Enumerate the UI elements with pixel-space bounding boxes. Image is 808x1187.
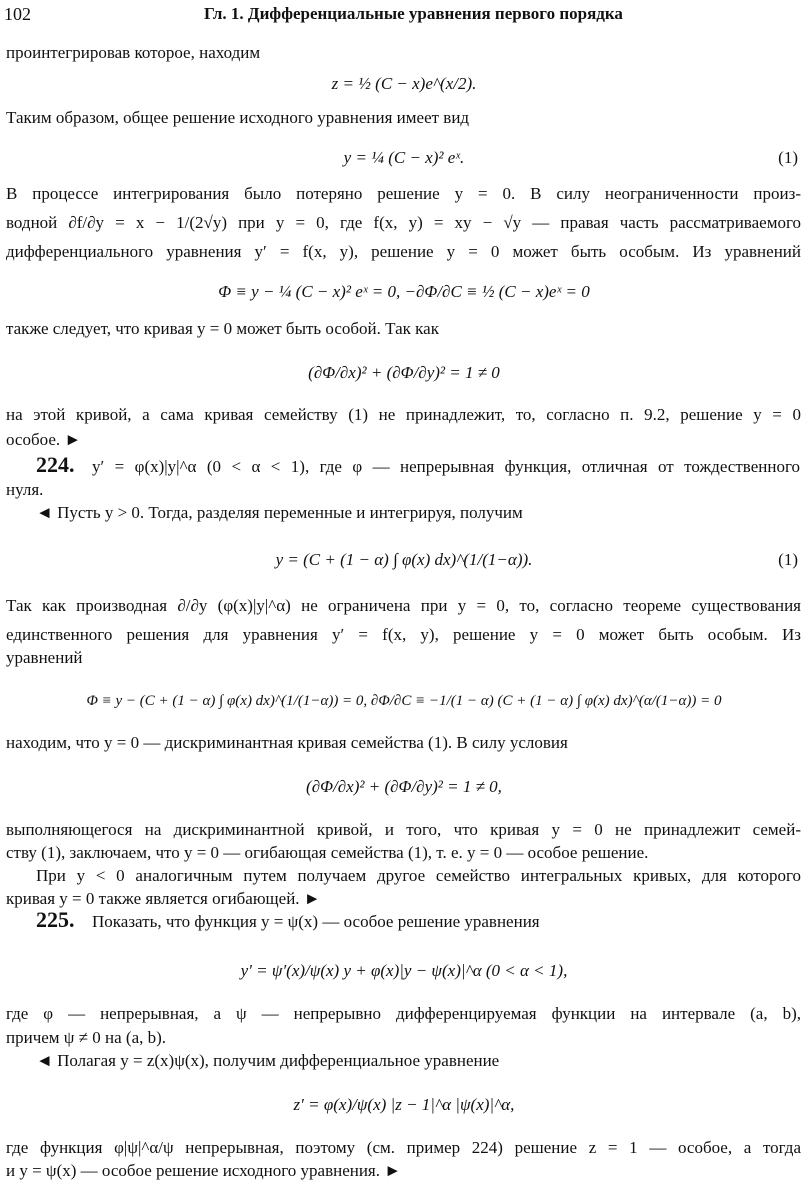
text-line: При y < 0 аналогичным путем получаем другое семейство интегральных кривых, для которого <box>36 866 801 885</box>
text-line: где φ — непрерывная, а ψ — непрерывно дифференцируемая функции на интервале (a, b), <box>6 1004 801 1023</box>
text-line: ◄ Полагая y = z(x)ψ(x), получим дифференциальное уравнение <box>36 1051 500 1070</box>
text-line: Так как производная ∂/∂y (φ(x)|y|^α) не ограничена при y = 0, то, согласно теореме существования <box>6 596 801 615</box>
problem-statement: Показать, что функция y = ψ(x) — особое решение уравнения <box>92 912 540 931</box>
text-line: нуля. <box>6 480 44 499</box>
problem-statement: y′ = φ(x)|y|^α (0 < α < 1), где φ — непрерывная функция, отличная от тождественного <box>92 457 800 476</box>
problem-number: 224. <box>36 452 75 477</box>
text-line: ◄ Пусть y > 0. Тогда, разделяя переменные и интегрируя, получим <box>36 503 523 522</box>
formula: y′ = ψ′(x)/ψ(x) y + φ(x)|y − ψ(x)|^α (0 < α < 1), <box>240 961 568 980</box>
text-line: уравнений <box>6 648 83 667</box>
text-line: где функция φ|ψ|^α/ψ непрерывная, поэтому (см. пример 224) решение z = 1 — особое, а тогда <box>6 1138 801 1157</box>
formula: Φ ≡ y − (C + (1 − α) ∫ φ(x) dx)^(1/(1−α)) = 0, ∂Φ/∂C ≡ −1/(1 − α) (C + (1 − α) ∫ φ(x) dx)^(α/(1−α)) = 0 <box>86 693 722 709</box>
page-number: 102 <box>4 4 31 24</box>
formula: (∂Φ/∂x)² + (∂Φ/∂y)² = 1 ≠ 0, <box>306 777 502 796</box>
text-line: дифференциального уравнения y′ = f(x, y), решение y = 0 может быть особым. Из уравнений <box>6 242 801 261</box>
text-line: водной ∂f/∂y = x − 1/(2√y) при y = 0, где f(x, y) = xy − √y — правая часть рассматриваемого <box>6 213 801 232</box>
equation-tag: (1) <box>778 148 798 167</box>
problem-number: 225. <box>36 907 75 932</box>
text-line: единственного решения для уравнения y′ = f(x, y), решение y = 0 может быть особым. Из <box>6 625 801 644</box>
text-line: выполняющегося на дискриминантной кривой, и того, что кривая y = 0 не принадлежит семей- <box>6 820 801 839</box>
formula: Φ ≡ y − ¼ (C − x)² eˣ = 0, −∂Φ/∂C ≡ ½ (C − x)eˣ = 0 <box>218 282 590 301</box>
formula: y = (C + (1 − α) ∫ φ(x) dx)^(1/(1−α)). <box>275 550 533 569</box>
text-line: причем ψ ≠ 0 на (a, b). <box>6 1028 167 1047</box>
text-line: В процессе интегрирования было потеряно решение y = 0. В силу неограниченности произ- <box>6 184 801 203</box>
text-line: особое. ► <box>6 430 82 449</box>
formula: (∂Φ/∂x)² + (∂Φ/∂y)² = 1 ≠ 0 <box>308 363 500 382</box>
formula: y = ¼ (C − x)² eˣ. <box>343 148 465 167</box>
text-line: проинтегрировав которое, находим <box>6 43 261 62</box>
formula: z = ½ (C − x)e^(x/2). <box>331 74 477 93</box>
text-line: находим, что y = 0 — дискриминантная кривая семейства (1). В силу условия <box>6 733 568 752</box>
text-line: ству (1), заключаем, что y = 0 — огибающая семейства (1), т. е. y = 0 — особое решение. <box>6 843 649 862</box>
text-line: также следует, что кривая y = 0 может быть особой. Так как <box>6 319 439 338</box>
text-line: и y = ψ(x) — особое решение исходного уравнения. ► <box>6 1161 402 1180</box>
text-line: кривая y = 0 также является огибающей. ► <box>6 889 321 908</box>
running-title: Гл. 1. Дифференциальные уравнения первого порядка <box>204 4 623 23</box>
text-line: на этой кривой, а сама кривая семейству (1) не принадлежит, то, согласно п. 9.2, решение y = 0 <box>6 405 801 424</box>
text-line: Таким образом, общее решение исходного уравнения имеет вид <box>6 108 470 127</box>
formula: z′ = φ(x)/ψ(x) |z − 1|^α |ψ(x)|^α, <box>293 1095 515 1114</box>
equation-tag: (1) <box>778 550 798 569</box>
